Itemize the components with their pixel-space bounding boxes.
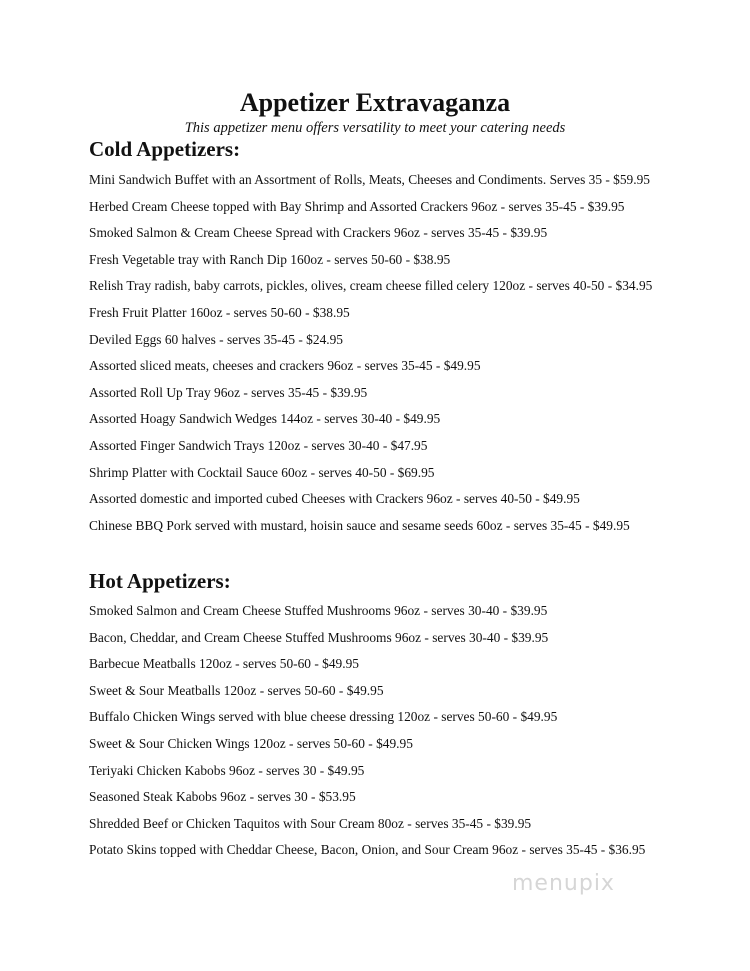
menu-item: Relish Tray radish, baby carrots, pickles, olives, cream cheese filled celery 120oz - serves 40-50 - $34.95 [89,278,653,294]
menupix-watermark: menupix [512,871,615,896]
menu-item: Assorted Hoagy Sandwich Wedges 144oz - serves 30-40 - $49.95 [89,411,441,427]
menu-item: Sweet & Sour Chicken Wings 120oz - serves 50-60 - $49.95 [89,735,413,751]
menu-item: Mini Sandwich Buffet with an Assortment of Rolls, Meats, Cheeses and Condiments. Serves 35 - $59.95 [89,172,650,187]
menu-item: Seasoned Steak Kabobs 96oz - serves 30 - $53.95 [89,789,356,805]
menu-item: Deviled Eggs 60 halves - serves 35-45 - $24.95 [89,331,343,347]
cold-appetizers-heading: Cold Appetizers: [89,137,241,161]
menu-item: Shrimp Platter with Cocktail Sauce 60oz - serves 40-50 - $69.95 [89,464,435,480]
menu-item: Smoked Salmon & Cream Cheese Spread with Crackers 96oz - serves 35-45 - $39.95 [89,225,548,241]
menu-item: Sweet & Sour Meatballs 120oz - serves 50-60 - $49.95 [89,682,384,698]
menu-item: Potato Skins topped with Cheddar Cheese, Bacon, Onion, and Sour Cream 96oz - serves 35-45 - $36.95 [89,842,646,858]
menu-item: Assorted sliced meats, cheeses and crackers 96oz - serves 35-45 - $49.95 [89,358,481,374]
menu-item: Teriyaki Chicken Kabobs 96oz - serves 30 - $49.95 [89,762,365,778]
page-title: Appetizer Extravaganza [239,88,511,117]
menu-item: Assorted Finger Sandwich Trays 120oz - serves 30-40 - $47.95 [89,437,428,453]
cold-appetizers-list [89,170,729,542]
menu-item: Assorted Roll Up Tray 96oz - serves 35-45 - $39.95 [89,384,368,400]
hot-appetizers-heading: Hot Appetizers: [89,569,231,593]
menu-item: Shredded Beef or Chicken Taquitos with Sour Cream 80oz - serves 35-45 - $39.95 [89,815,532,831]
menu-item: Chinese BBQ Pork served with mustard, hoisin sauce and sesame seeds 60oz - serves 35-45 - $49.95 [89,517,630,533]
menu-item: Smoked Salmon and Cream Cheese Stuffed Mushrooms 96oz - serves 30-40 - $39.95 [89,603,548,618]
menu-item: Assorted domestic and imported cubed Cheeses with Crackers 96oz - serves 40-50 - $49.95 [89,491,580,507]
menu-item: Fresh Fruit Platter 160oz - serves 50-60 - $38.95 [89,304,350,320]
hot-appetizers-list [89,601,729,867]
page-subtitle: This appetizer menu offers versatility to meet your catering needs [184,120,566,136]
menu-item: Barbecue Meatballs 120oz - serves 50-60 - $49.95 [89,656,359,672]
menu-item: Buffalo Chicken Wings served with blue cheese dressing 120oz - serves 50-60 - $49.95 [89,709,558,725]
menu-item: Bacon, Cheddar, and Cream Cheese Stuffed Mushrooms 96oz - serves 30-40 - $39.95 [89,629,549,645]
menu-item: Fresh Vegetable tray with Ranch Dip 160oz - serves 50-60 - $38.95 [89,251,451,267]
menu-item: Herbed Cream Cheese topped with Bay Shrimp and Assorted Crackers 96oz - serves 35-45 - $39.95 [89,198,625,214]
